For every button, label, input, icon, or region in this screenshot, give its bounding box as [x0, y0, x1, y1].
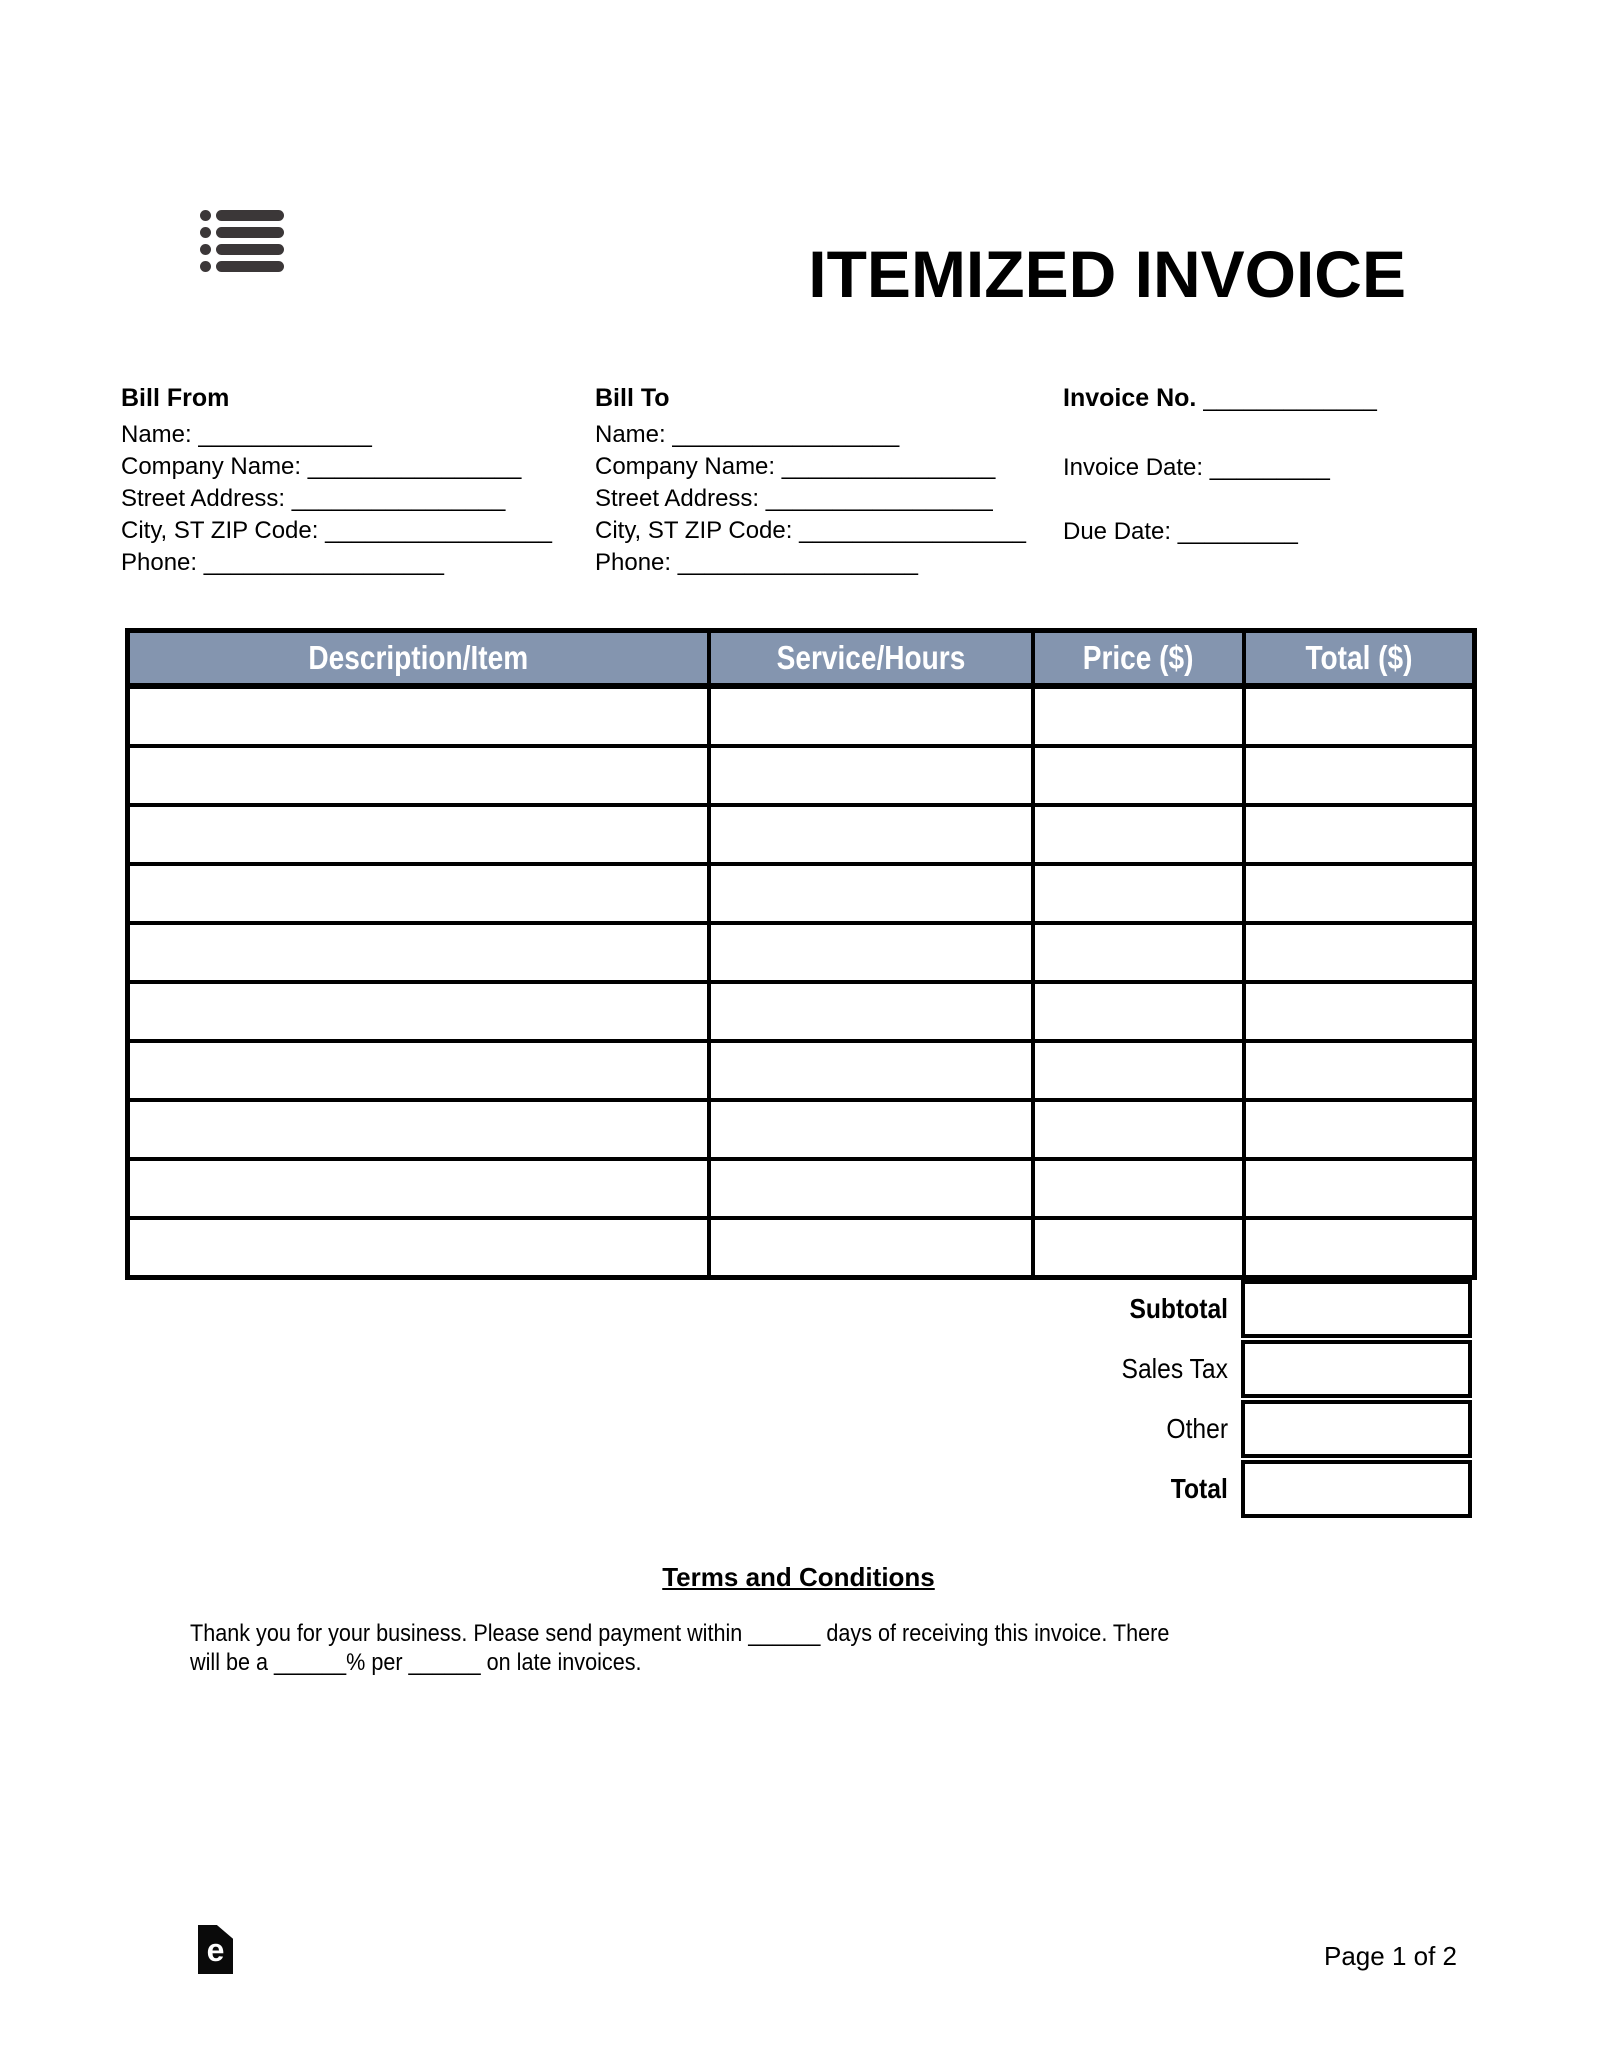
table-cell [1033, 746, 1244, 805]
table-cell [128, 923, 709, 982]
table-row [128, 686, 1475, 746]
total-label: Total [1170, 1473, 1228, 1504]
column-header-price-label: Price ($) [1082, 639, 1194, 676]
spacer [1063, 420, 1377, 452]
table-cell [128, 864, 709, 923]
bill-from-heading: Bill From [121, 384, 230, 412]
table-cell [1033, 805, 1244, 864]
subtotal-label: Subtotal [1129, 1293, 1228, 1324]
list-line [216, 261, 284, 272]
table-cell [1033, 1159, 1244, 1218]
table-row [128, 1159, 1475, 1218]
table-cell [128, 1218, 709, 1278]
table-cell [1033, 1218, 1244, 1278]
table-cell [709, 1100, 1033, 1159]
table-cell [128, 805, 709, 864]
column-header-total [1244, 631, 1475, 687]
table-cell [1244, 923, 1475, 982]
summary-row-subtotal [1116, 1280, 1472, 1338]
bill-to-block [595, 382, 1026, 579]
table-cell [1244, 746, 1475, 805]
column-header-description [128, 631, 709, 687]
table-row [128, 864, 1475, 923]
invoice-date-line: Invoice Date: _________ [1063, 454, 1330, 481]
due-date-line: Due Date: _________ [1063, 518, 1298, 545]
invoice-no-line [1063, 382, 1377, 415]
bill-from-block [121, 382, 552, 579]
invoice-meta-block [1063, 382, 1377, 548]
terms-paragraph [190, 1619, 1344, 1677]
eforms-logo-letter: e [206, 1932, 225, 1968]
table-cell [1033, 1041, 1244, 1100]
table-cell [128, 686, 709, 746]
page-title: ITEMIZED INVOICE [808, 237, 1406, 311]
list-line [216, 227, 284, 238]
summary-row-other [1158, 1400, 1472, 1458]
table-cell [709, 746, 1033, 805]
bill-to-phone-line: Phone: __________________ [595, 549, 918, 576]
column-header-description-label: Description/Item [308, 639, 529, 676]
table-cell [709, 805, 1033, 864]
table-cell [709, 686, 1033, 746]
terms-line-2: will be a ______% per ______ on late invoices. [190, 1649, 642, 1676]
summary-row-total [1163, 1460, 1472, 1518]
bill-to-city-line: City, ST ZIP Code: _________________ [595, 517, 1026, 544]
table-cell [709, 1218, 1033, 1278]
bill-from-company-line: Company Name: ________________ [121, 453, 522, 480]
invoice-no-blank: _____________ [1203, 385, 1377, 412]
table-cell [1244, 805, 1475, 864]
summary-row-sales-tax [1107, 1340, 1472, 1398]
bullet-dot [200, 227, 211, 238]
bill-to-heading: Bill To [595, 384, 670, 412]
column-header-price [1033, 631, 1244, 687]
table-row [128, 1041, 1475, 1100]
subtotal-value-box [1241, 1280, 1472, 1338]
terms-line-1: Thank you for your business. Please send payment within ______ days of receiving this invoice. There [190, 1620, 1170, 1647]
table-cell [128, 1100, 709, 1159]
table-cell [1244, 1218, 1475, 1278]
table-cell [1244, 864, 1475, 923]
summary-section [125, 1280, 1472, 1518]
table-row [128, 805, 1475, 864]
list-icon [200, 210, 284, 272]
terms-heading: Terms and Conditions [662, 1562, 935, 1592]
table-row [128, 746, 1475, 805]
table-cell [128, 746, 709, 805]
bill-from-name-line: Name: _____________ [121, 421, 372, 448]
table-header-row [128, 631, 1475, 687]
table-cell [1244, 1100, 1475, 1159]
other-label: Other [1166, 1413, 1228, 1444]
table-row [128, 1218, 1475, 1278]
table-cell [1244, 1041, 1475, 1100]
bullet-dot [200, 261, 211, 272]
item-table-body [128, 686, 1475, 1278]
bullet-dot [200, 244, 211, 255]
table-cell [1033, 864, 1244, 923]
table-cell [709, 864, 1033, 923]
list-icon-row [200, 261, 284, 272]
column-header-service-hours-label: Service/Hours [776, 639, 965, 676]
items-table-area [125, 628, 1472, 1677]
list-icon-row [200, 244, 284, 255]
table-cell [1244, 1159, 1475, 1218]
list-line [216, 244, 284, 255]
other-value-box [1241, 1400, 1472, 1458]
spacer [1063, 484, 1377, 516]
column-header-total-label: Total ($) [1305, 639, 1413, 676]
table-row [128, 1100, 1475, 1159]
bill-to-street-line: Street Address: _________________ [595, 485, 993, 512]
list-icon-row [200, 227, 284, 238]
bullet-dot [200, 210, 211, 221]
bill-to-name-line: Name: _________________ [595, 421, 900, 448]
sales-tax-label: Sales Tax [1121, 1353, 1228, 1384]
invoice-no-label: Invoice No. [1063, 384, 1197, 412]
eforms-logo [198, 1925, 233, 1974]
bill-from-phone-line: Phone: __________________ [121, 549, 444, 576]
column-header-service-hours [709, 631, 1033, 687]
table-cell [1033, 686, 1244, 746]
page-number: Page 1 of 2 [1324, 1941, 1457, 1971]
table-row [128, 982, 1475, 1041]
table-row [128, 923, 1475, 982]
table-cell [709, 982, 1033, 1041]
table-cell [709, 923, 1033, 982]
bill-from-city-line: City, ST ZIP Code: _________________ [121, 517, 552, 544]
list-line [216, 210, 284, 221]
bill-to-company-line: Company Name: ________________ [595, 453, 996, 480]
table-cell [1244, 982, 1475, 1041]
table-cell [1033, 923, 1244, 982]
items-table [125, 628, 1477, 1280]
table-cell [709, 1041, 1033, 1100]
table-cell [1033, 1100, 1244, 1159]
total-value-box [1241, 1460, 1472, 1518]
table-cell [709, 1159, 1033, 1218]
table-cell [128, 982, 709, 1041]
table-cell [1244, 686, 1475, 746]
bill-from-street-line: Street Address: ________________ [121, 485, 506, 512]
table-cell [128, 1159, 709, 1218]
table-cell [128, 1041, 709, 1100]
table-cell [1033, 982, 1244, 1041]
list-icon-row [200, 210, 284, 221]
sales-tax-value-box [1241, 1340, 1472, 1398]
